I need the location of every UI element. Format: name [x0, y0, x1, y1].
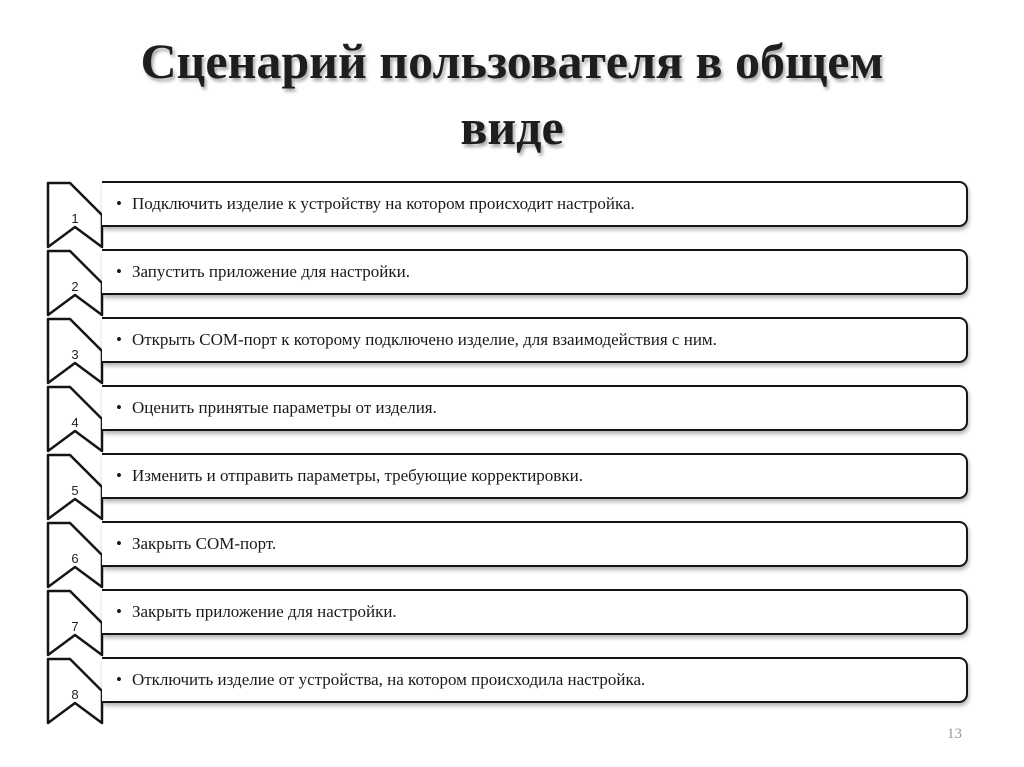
step-4-bullet: • [116, 398, 122, 417]
step-7-text: Закрыть приложение для настройки. [131, 602, 397, 621]
step-7-bullet: • [116, 602, 122, 621]
step-5-box [102, 453, 968, 499]
step-4-box [102, 385, 968, 431]
step-6-number: 6 [71, 551, 79, 566]
step-5-number: 5 [71, 483, 79, 498]
step-3-box [102, 317, 968, 363]
step-5-text: Изменить и отправить параметры, требующие корректировки. [131, 466, 583, 485]
step-6-bullet: • [116, 534, 122, 553]
step-8-bullet: • [116, 670, 122, 689]
step-4 [0, 385, 1024, 453]
step-8 [0, 657, 1024, 725]
step-6-box [102, 521, 968, 567]
step-8-text: Отключить изделие от устройства, на котором происходила настройка. [131, 670, 646, 689]
step-4-text: Оценить принятые параметры от изделия. [131, 398, 437, 417]
step-8-number: 8 [71, 687, 79, 702]
step-2-bullet: • [116, 262, 122, 281]
step-6-text: Закрыть COM-порт. [131, 534, 277, 553]
slide-title-line-2: виде [460, 99, 564, 155]
slide-title-line-1: Сценарий пользователя в общем [140, 33, 884, 89]
step-1 [0, 181, 1024, 249]
step-1-number: 1 [71, 211, 79, 226]
step-2-box [102, 249, 968, 295]
step-3-text: Открыть COM-порт к которому подключено изделие, для взаимодействия с ним. [131, 330, 717, 349]
step-1-box [102, 181, 968, 227]
step-5-bullet: • [116, 466, 122, 485]
step-8-box [102, 657, 968, 703]
step-3 [0, 317, 1024, 385]
page-number: 13 [947, 726, 962, 742]
step-1-text: Подключить изделие к устройству на котором происходит настройка. [131, 194, 635, 213]
step-4-number: 4 [71, 415, 79, 430]
step-7-box [102, 589, 968, 635]
step-7-number: 7 [71, 619, 79, 634]
step-7 [0, 589, 1024, 657]
step-6 [0, 521, 1024, 589]
step-5 [0, 453, 1024, 521]
step-1-bullet: • [116, 194, 122, 213]
step-2-number: 2 [71, 279, 79, 294]
step-2 [0, 249, 1024, 317]
step-2-text: Запустить приложение для настройки. [131, 262, 410, 281]
step-3-number: 3 [71, 347, 79, 362]
step-3-bullet: • [116, 330, 122, 349]
